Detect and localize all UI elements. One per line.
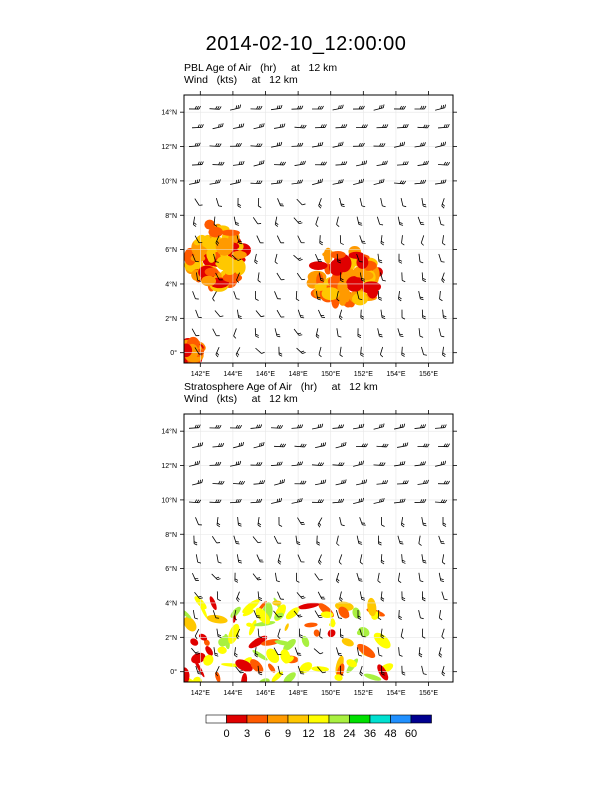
bottom-panel-subtitle: Wind (kts) at 12 km (184, 393, 298, 405)
colorbar-label: 36 (363, 728, 377, 740)
colorbar-swatch (268, 715, 289, 723)
colorbar-swatch (350, 715, 371, 723)
barb-staff (336, 165, 346, 166)
bottom-panel-title: Stratosphere Age of Air (hr) at 12 km (184, 381, 378, 393)
field-cell (309, 261, 328, 270)
y-tick-label: 0° (170, 669, 177, 677)
field-cell (222, 257, 237, 275)
top-panel-title: PBL Age of Air (hr) at 12 km (184, 62, 338, 74)
y-tick-label: 4°N (165, 600, 177, 608)
y-tick-label: 8°N (165, 212, 177, 220)
colorbar (206, 715, 432, 740)
x-tick-label: 150°E (321, 690, 341, 697)
x-tick-label: 148°E (288, 690, 308, 697)
y-tick-label: 8°N (165, 531, 177, 539)
x-tick-label: 146°E (255, 371, 276, 378)
field-cell (337, 280, 347, 294)
y-tick-label: 4°N (165, 281, 177, 289)
field-cell (346, 282, 361, 288)
x-tick-label: 152°E (353, 690, 373, 697)
x-tick-label: 142°E (190, 690, 210, 697)
y-tick-label: 14°N (161, 428, 177, 436)
y-tick-label: 2°N (165, 634, 177, 642)
colorbar-label: 60 (404, 728, 418, 740)
field-cell (367, 283, 379, 299)
field-cell (231, 251, 246, 259)
x-tick-label: 156°E (418, 371, 439, 378)
x-tick-label: 148°E (288, 371, 308, 378)
colorbar-swatch (288, 715, 309, 723)
y-tick-label: 10°N (161, 497, 177, 505)
colorbar-swatch (247, 715, 268, 723)
panel-top (161, 91, 457, 378)
colorbar-label: 18 (322, 728, 336, 740)
y-tick-label: 14°N (161, 109, 177, 117)
y-tick-label: 12°N (161, 463, 177, 471)
x-tick-label: 144°E (223, 690, 243, 697)
x-tick-label: 150°E (321, 371, 341, 378)
field-cell (180, 344, 192, 358)
barb-staff (378, 610, 379, 618)
colorbar-swatch (309, 715, 330, 723)
colorbar-swatch (411, 715, 432, 723)
colorbar-label: 9 (284, 728, 292, 740)
colorbar-swatch (206, 715, 227, 723)
colorbar-swatch (391, 715, 412, 723)
field-cell (201, 276, 216, 286)
x-tick-label: 152°E (353, 371, 373, 378)
y-tick-label: 2°N (165, 315, 177, 323)
barb-staff (422, 272, 423, 280)
y-tick-label: 6°N (165, 566, 177, 574)
field-cell (216, 238, 234, 256)
x-tick-label: 144°E (223, 371, 243, 378)
top-panel-subtitle: Wind (kts) at 12 km (184, 74, 298, 86)
y-tick-label: 6°N (165, 247, 177, 255)
x-tick-label: 154°E (386, 690, 406, 697)
y-tick-label: 0° (170, 350, 177, 358)
x-tick-label: 146°E (255, 690, 276, 697)
field-cell (330, 251, 346, 259)
colorbar-label: 3 (243, 728, 251, 740)
colorbar-label: 0 (223, 728, 230, 740)
colorbar-label: 6 (264, 728, 271, 740)
x-tick-label: 142°E (190, 371, 210, 378)
colorbar-label: 24 (343, 728, 356, 740)
page-title: 2014-02-10_12:00:00 (205, 33, 407, 55)
colorbar-label: 12 (302, 728, 315, 740)
x-tick-label: 154°E (386, 371, 406, 378)
y-tick-label: 10°N (161, 178, 177, 186)
field-cell (221, 230, 240, 236)
colorbar-swatch (329, 715, 350, 723)
colorbar-swatch (227, 715, 248, 723)
field-cell (208, 227, 223, 238)
colorbar-label: 48 (384, 728, 397, 740)
x-tick-label: 156°E (418, 690, 439, 697)
colorbar-swatch (370, 715, 391, 723)
panel-bottom (161, 410, 457, 697)
y-tick-label: 12°N (161, 144, 177, 152)
